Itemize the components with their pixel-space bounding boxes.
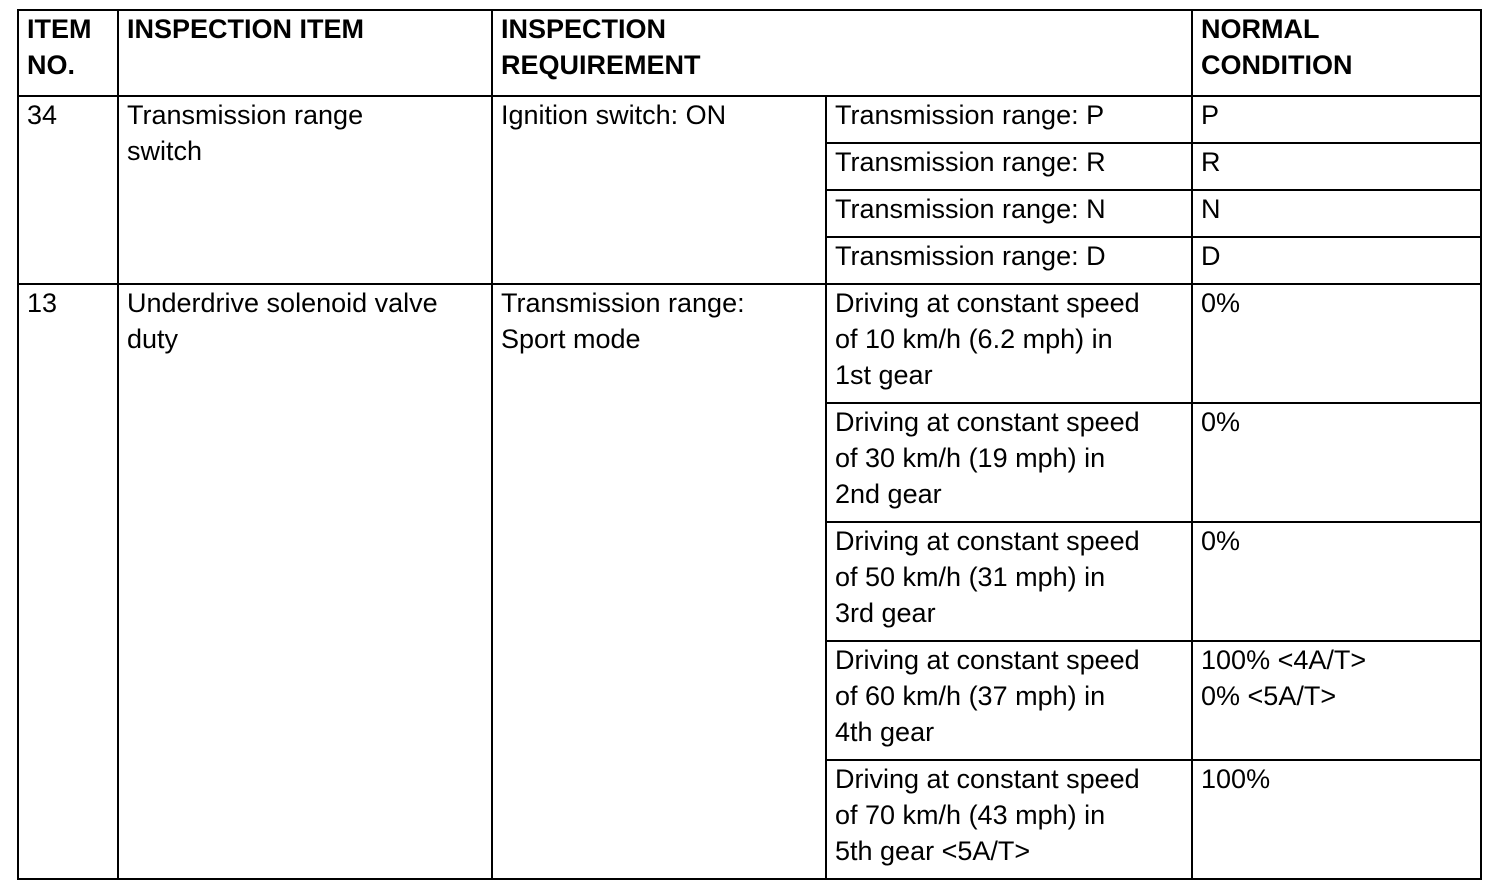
item-no-cell: 34 bbox=[18, 96, 118, 284]
requirement-cell: Ignition switch: ON bbox=[492, 96, 826, 284]
normal-condition-cell: P bbox=[1192, 96, 1481, 143]
table-row bbox=[18, 96, 1481, 143]
inspection-item-cell: Underdrive solenoid valve duty bbox=[118, 284, 492, 879]
table-row bbox=[18, 284, 1481, 403]
header-row bbox=[18, 10, 1481, 96]
normal-condition-cell: 100% bbox=[1192, 760, 1481, 879]
normal-condition-cell: D bbox=[1192, 237, 1481, 284]
inspection-table bbox=[17, 9, 1482, 880]
condition-cell: Driving at constant speed of 10 km/h (6.2 mph) in 1st gear bbox=[826, 284, 1192, 403]
header-inspection-requirement: INSPECTION REQUIREMENT bbox=[492, 10, 1192, 96]
header-normal-condition: NORMAL CONDITION bbox=[1192, 10, 1481, 96]
normal-condition-cell: 0% bbox=[1192, 522, 1481, 641]
inspection-item-cell: Transmission range switch bbox=[118, 96, 492, 284]
normal-condition-cell: 0% bbox=[1192, 403, 1481, 522]
condition-cell: Transmission range: N bbox=[826, 190, 1192, 237]
requirement-cell: Transmission range: Sport mode bbox=[492, 284, 826, 879]
normal-condition-cell: N bbox=[1192, 190, 1481, 237]
condition-cell: Driving at constant speed of 30 km/h (19 mph) in 2nd gear bbox=[826, 403, 1192, 522]
condition-cell: Transmission range: R bbox=[826, 143, 1192, 190]
condition-cell: Transmission range: P bbox=[826, 96, 1192, 143]
condition-cell: Driving at constant speed of 70 km/h (43 mph) in 5th gear <5A/T> bbox=[826, 760, 1192, 879]
condition-cell: Transmission range: D bbox=[826, 237, 1192, 284]
header-item-no: ITEM NO. bbox=[18, 10, 118, 96]
condition-cell: Driving at constant speed of 60 km/h (37 mph) in 4th gear bbox=[826, 641, 1192, 760]
normal-condition-cell: R bbox=[1192, 143, 1481, 190]
item-no-cell: 13 bbox=[18, 284, 118, 879]
header-inspection-item: INSPECTION ITEM bbox=[118, 10, 492, 96]
normal-condition-cell: 100% <4A/T> 0% <5A/T> bbox=[1192, 641, 1481, 760]
normal-condition-cell: 0% bbox=[1192, 284, 1481, 403]
condition-cell: Driving at constant speed of 50 km/h (31 mph) in 3rd gear bbox=[826, 522, 1192, 641]
